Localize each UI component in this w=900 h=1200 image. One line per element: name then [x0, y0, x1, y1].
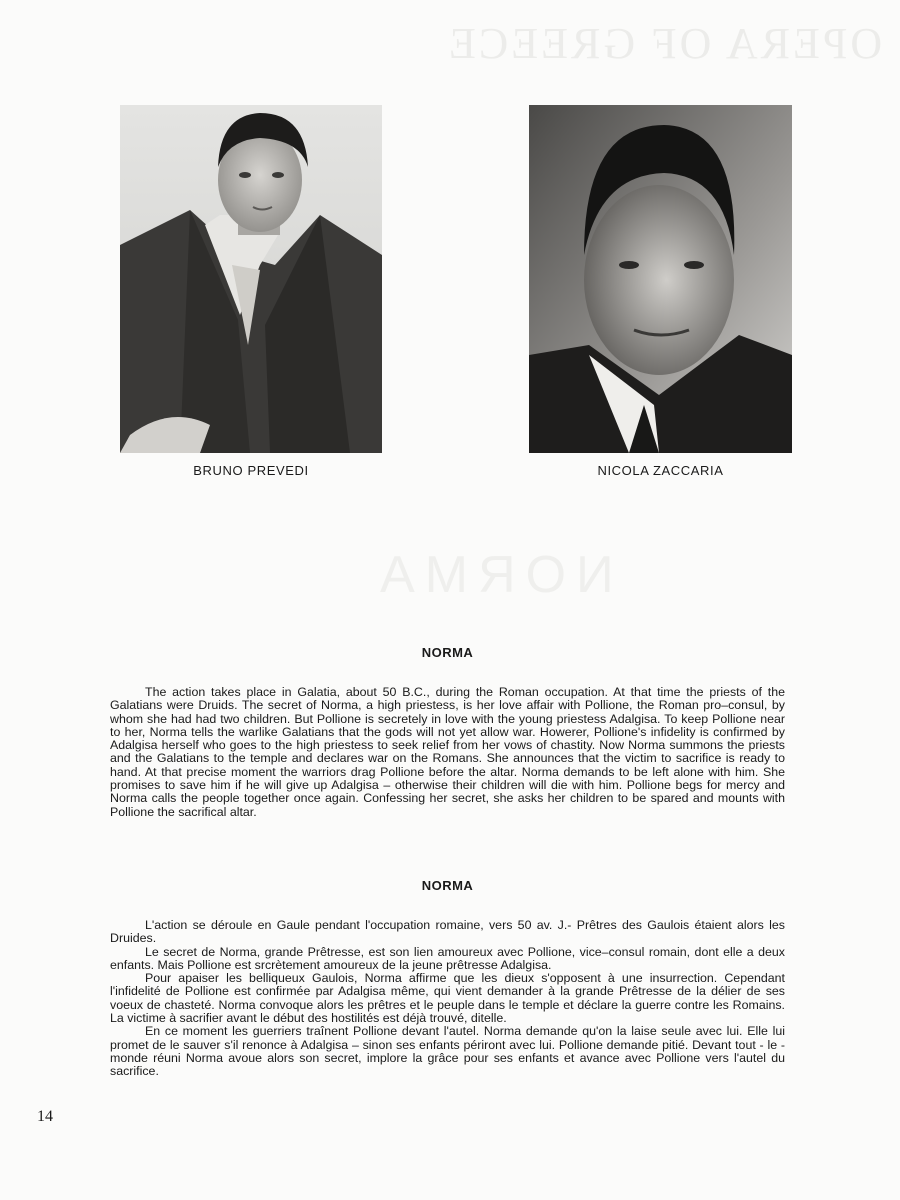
photo-caption: BRUNO PREVEDI: [193, 463, 309, 478]
photo-bruno-prevedi: [120, 105, 382, 478]
english-synopsis: [110, 645, 785, 819]
portrait-photo: [529, 105, 792, 453]
synopsis-paragraph: The action takes place in Galatia, about 50 B.C., during the Roman occupation. At that time the priests of the Galatians were Druids. The secret of Norma, a high priestess, is her love affair with Pollione, the Roman pro–consul, by whom she had had two children. But Pollione is secretely in love with the young priestess Adalgisa. To keep Pollione near to her, Norma tells the warlike Galatians that the gods will not yet allow war. Howerer, Pollione's infidelity is confirmed by Adalgisa herself who goes to the high priestess to seek relief from her vows of chastity. Now Norma summons the priests and the Galatians to the temple and declares war on the Romans. She announces that the victim to sacrifice is ready to hand. At that precise moment the warriors drag Pollione before the altar. Norma demands to be left alone with him. She promises to save him if he will give up Adalgisa – otherwise their children will die with him. Pollione begs for mercy and Norma calls the people together once again. Confessing her secret, she asks her children to be spared and mounts with Pollione the sacrifical altar.: [110, 685, 785, 819]
portrait-photo: [120, 105, 382, 453]
synopsis-paragraph: L'action se déroule en Gaule pendant l'occupation romaine, vers 50 av. J.- Prêtres des Gaulois étaient alors les Druides.: [110, 918, 785, 946]
section-heading: NORMA: [421, 645, 474, 660]
show-through-text: NORMA: [370, 546, 614, 604]
page-number: 14: [37, 1108, 53, 1125]
photo-nicola-zaccaria: [529, 105, 792, 478]
show-through-text: OPERA OF GREECE: [445, 19, 882, 68]
french-synopsis: [110, 878, 785, 1079]
synopsis-paragraph: Pour apaiser les belliqueux Gaulois, Norma affirme que les dieux s'opposent à une insurrection. Cependant l'infidelité de Pollione est confirmée par Adalgisa même, qui vient demander à la grande Prêtresse de la délier de ses voeux de chasteté. Norma convoque alors les prêtres et le peuple dans le temple et déclare la guerre contre les Romains. La victime à sacrifier avant le début des hostilités est déjà trouvé, ditelle.: [110, 971, 785, 1026]
section-heading: NORMA: [421, 878, 474, 893]
synopsis-paragraph: Le secret de Norma, grande Prêtresse, est son lien amoureux avec Pollione, vice–consul romain, dont elle a deux enfants. Mais Pollione est srcrètement amoureux de la jeune prêtresse Adalgisa.: [110, 944, 785, 972]
photo-caption: NICOLA ZACCARIA: [597, 463, 724, 478]
synopsis-paragraph: En ce moment les guerriers traînent Pollione devant l'autel. Norma demande qu'on la laise seule avec lui. Elle lui promet de le sauver s'il renonce à Adalgisa – sinon ses enfants périront avec lui. Pollione demande pitié. Devant tout - le - monde réuni Norma avoue alors son secret, implore la grâce pour ses enfants et avance avec Pollione vers l'autel du sacrifice.: [110, 1024, 785, 1079]
